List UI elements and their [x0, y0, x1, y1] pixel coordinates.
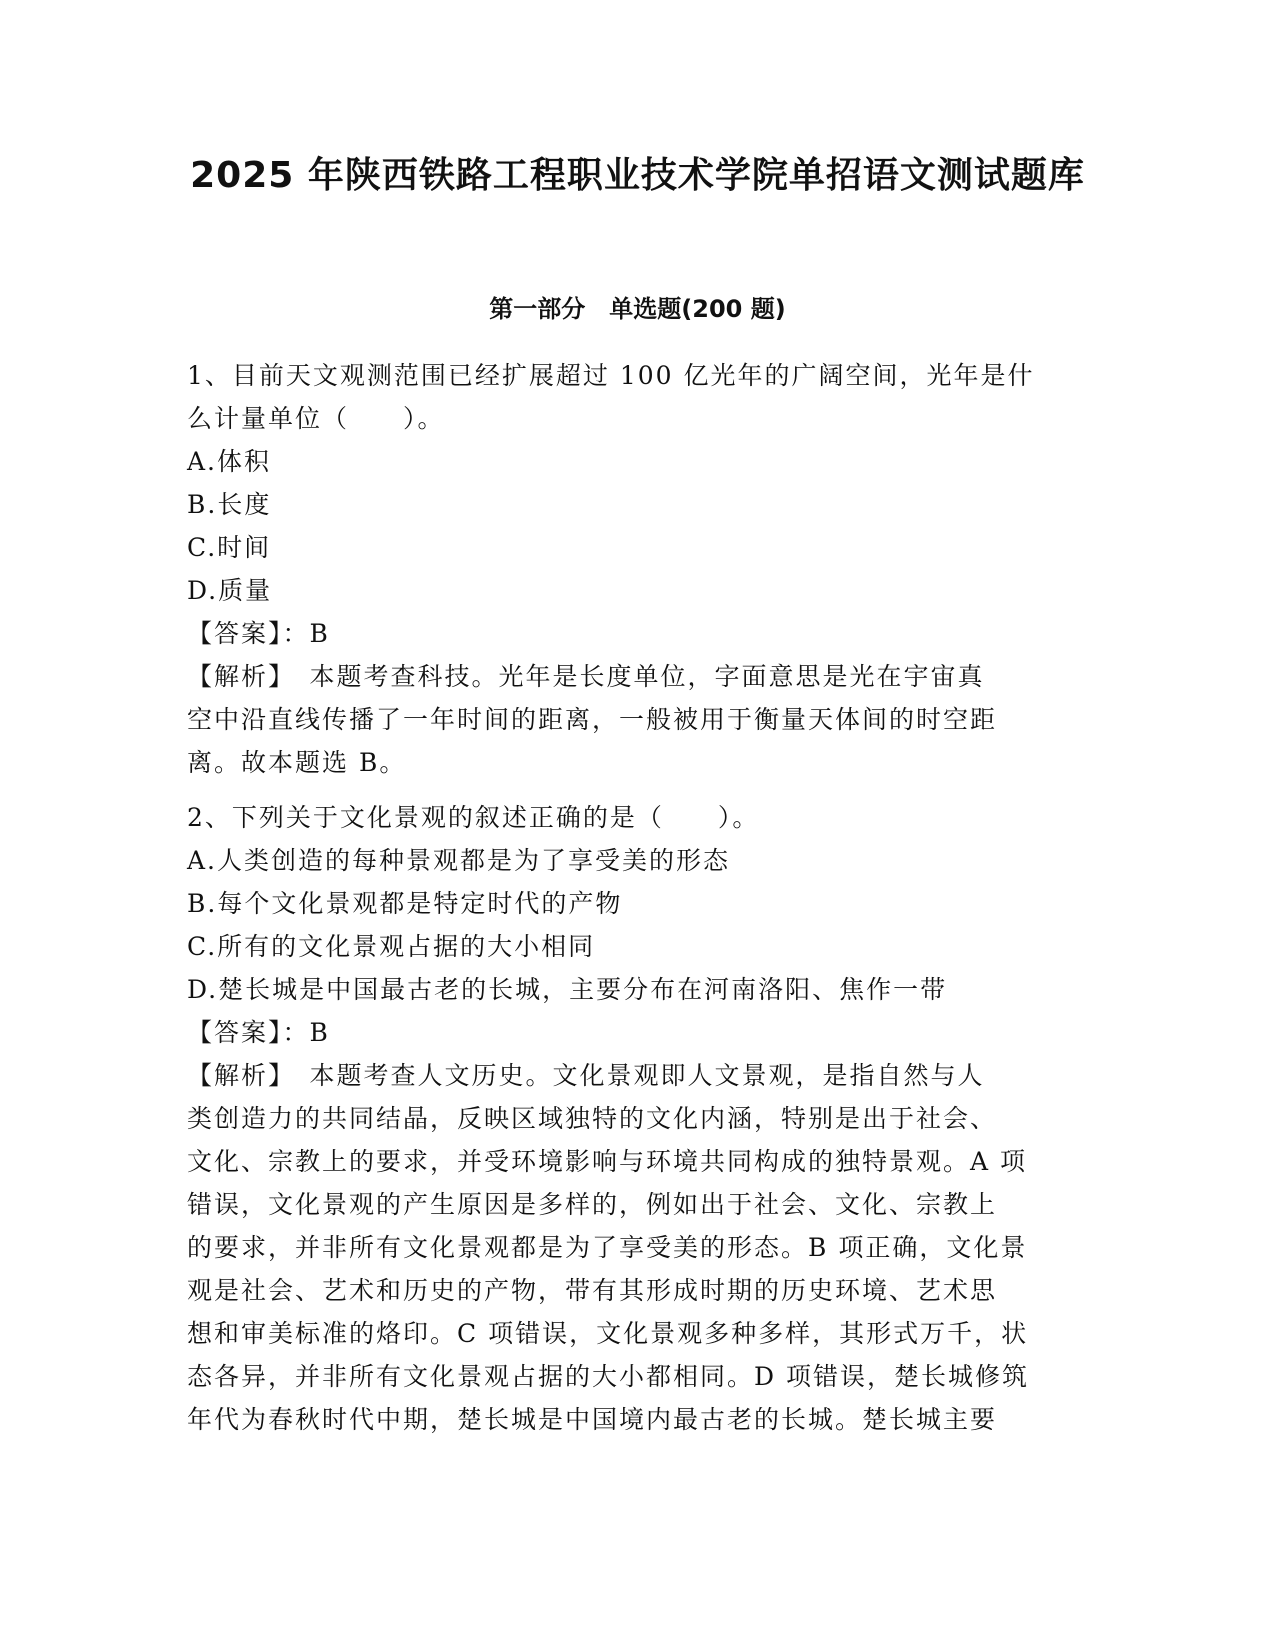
analysis-line: 想和审美标准的烙印。C 项错误，文化景观多种多样，其形式万千，状: [187, 1319, 1029, 1348]
analysis-line: 空中沿直线传播了一年时间的距离，一般被用于衡量天体间的时空距: [187, 705, 998, 734]
answer-value: B: [309, 1018, 330, 1047]
option-d: D.楚长城是中国最古老的长城，主要分布在河南洛阳、焦作一带: [187, 975, 948, 1004]
question-stem-line: 2、下列关于文化景观的叙述正确的是（ ）。: [187, 803, 760, 832]
analysis-line: 【解析】 本题考查人文历史。文化景观即人文景观，是指自然与人: [187, 1061, 985, 1090]
question-stem-line: 1、目前天文观测范围已经扩展超过 100 亿光年的广阔空间，光年是什: [187, 361, 1035, 390]
page-title: 2025 年陕西铁路工程职业技术学院单招语文测试题库: [190, 155, 1085, 196]
option-c: C.时间: [187, 533, 272, 562]
section-heading: 第一部分 单选题(200 题): [489, 295, 786, 323]
answer-value: B: [309, 619, 330, 648]
analysis-line: 类创造力的共同结晶，反映区域独特的文化内涵，特别是出于社会、: [187, 1104, 998, 1133]
analysis-line: 态各异，并非所有文化景观占据的大小都相同。D 项错误，楚长城修筑: [187, 1362, 1029, 1391]
option-a: A.体积: [187, 447, 272, 476]
question-2: [187, 796, 1087, 1441]
option-a: A.人类创造的每种景观都是为了享受美的形态: [187, 846, 731, 875]
answer-label: 【答案】：: [187, 1018, 310, 1047]
option-b: B.长度: [187, 490, 272, 519]
analysis-line: 文化、宗教上的要求，并受环境影响与环境共同构成的独特景观。A 项: [187, 1147, 1028, 1176]
option-d: D.质量: [187, 576, 273, 605]
analysis-line: 年代为春秋时代中期，楚长城是中国境内最古老的长城。楚长城主要: [187, 1405, 998, 1434]
analysis-line: 【解析】 本题考查科技。光年是长度单位，字面意思是光在宇宙真: [187, 662, 985, 691]
analysis-line: 离。故本题选 B。: [187, 748, 407, 777]
answer-line: [187, 1011, 1087, 1054]
analysis-line: 观是社会、艺术和历史的产物，带有其形成时期的历史环境、艺术思: [187, 1276, 998, 1305]
question-1: [187, 354, 1087, 784]
question-list: [187, 354, 1087, 1453]
option-b: B.每个文化景观都是特定时代的产物: [187, 889, 623, 918]
analysis-line: 的要求，并非所有文化景观都是为了享受美的形态。B 项正确，文化景: [187, 1233, 1028, 1262]
question-stem-line: 么计量单位（ ）。: [187, 404, 445, 433]
answer-label: 【答案】：: [187, 619, 310, 648]
option-c: C.所有的文化景观占据的大小相同: [187, 932, 596, 961]
answer-line: [187, 612, 1087, 655]
analysis-line: 错误，文化景观的产生原因是多样的，例如出于社会、文化、宗教上: [187, 1190, 998, 1219]
